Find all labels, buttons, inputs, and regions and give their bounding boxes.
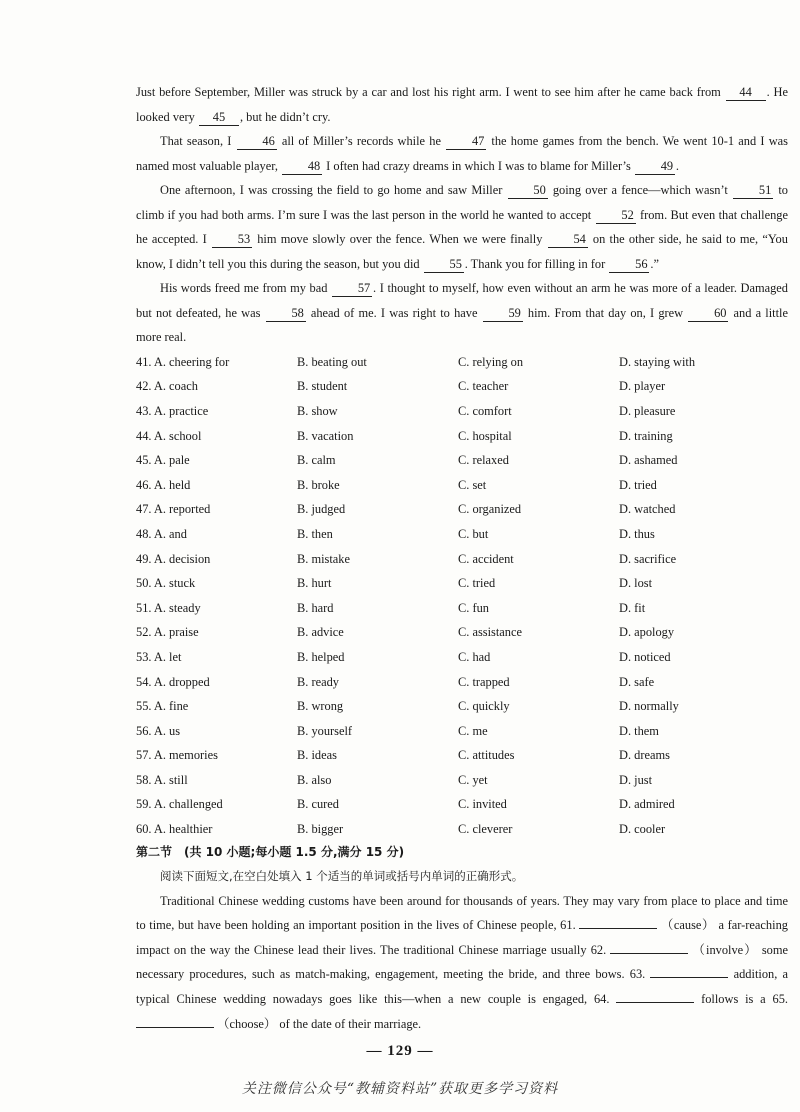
section-2-body	[136, 864, 788, 1036]
option-row	[136, 670, 796, 695]
option-b: B. mistake	[297, 551, 350, 566]
option-b: B. show	[297, 403, 338, 418]
option-a: 41. A. cheering for	[136, 354, 230, 369]
blank-55: 55	[424, 257, 464, 273]
paragraph-3: One afternoon, I was crossing the field to go home and saw Miller 50 going over a fence—which wasn’t 51 to climb if you had both arms. I’m sure I was the last person in the world he wanted to accept 52 from. But even that challenge he accepted. I 53 him move slowly over the fence. When we were finally 54 on the other side, he said to me, “You know, I didn’t tell you this during the season, but you did 55 . Thank you for filling in for 56 .”	[136, 183, 788, 271]
option-row	[136, 547, 796, 572]
blank-46: 46	[237, 134, 277, 150]
option-b: B. cured	[297, 797, 339, 812]
blank-54: 54	[548, 232, 588, 248]
option-a: 44. A. school	[136, 428, 202, 443]
option-d: D. training	[619, 428, 673, 443]
hint-61: （cause）	[660, 918, 715, 933]
option-c: C. quickly	[458, 699, 510, 714]
option-a: 55. A. fine	[136, 699, 189, 714]
blank-59: 59	[483, 306, 523, 322]
blank-52: 52	[596, 208, 636, 224]
footer-note: 关注微信公众号“教辅资料站”获取更多学习资料	[241, 1081, 559, 1097]
option-row	[136, 793, 796, 818]
option-c: C. me	[458, 723, 488, 738]
section-2-passage: Traditional Chinese wedding customs have been around for thousands of years. They may vary from place to place and time to time, but have been holding an important position in the lives of Chinese people, 61. （cause） a far-reaching impact on the way the Chinese lead their lives. The traditional Chinese marriage usually 62. （involve） some necessary procedures, such as match-making, engagement, meeting the bride, and three bows. 63. addition, a typical Chinese wedding nowadays goes like this—when a new couple is engaged, 64. follows is a 65. （choose） of the date of their marriage.	[136, 893, 789, 1031]
option-a: 56. A. us	[136, 723, 181, 738]
option-b: B. ready	[297, 674, 339, 689]
paragraph-2: That season, I 46 all of Miller’s records while he 47 the home games from the bench. We went 10-1 and I was named most valuable player, 48 I often had crazy dreams in which I was to blame for Miller’s 49 .	[136, 134, 788, 173]
blank-45: 45	[199, 110, 239, 126]
option-d: D. cooler	[619, 822, 666, 837]
option-d: D. apology	[619, 625, 675, 640]
option-a: 52. A. praise	[136, 625, 199, 640]
option-b: B. bigger	[297, 822, 344, 837]
option-a: 49. A. decision	[136, 551, 211, 566]
option-a: 42. A. coach	[136, 379, 198, 394]
blank-60: 60	[688, 306, 728, 322]
option-d: D. watched	[619, 502, 676, 517]
option-c: C. had	[458, 649, 491, 664]
blank-49: 49	[635, 159, 675, 175]
answer-options	[136, 350, 796, 842]
option-a: 45. A. pale	[136, 453, 190, 468]
option-row	[136, 621, 796, 646]
option-a: 43. A. practice	[136, 403, 209, 418]
option-row	[136, 768, 796, 793]
hint-62: （involve）	[692, 942, 758, 957]
option-c: C. organized	[458, 502, 522, 517]
option-a: 53. A. let	[136, 649, 182, 664]
option-row	[136, 744, 796, 769]
blank-61	[579, 916, 657, 929]
option-d: D. staying with	[619, 354, 696, 369]
option-c: C. cleverer	[458, 822, 513, 837]
option-c: C. relaxed	[458, 453, 509, 468]
hint-65: （choose）	[217, 1016, 277, 1031]
option-c: C. trapped	[458, 674, 510, 689]
option-c: C. comfort	[458, 403, 512, 418]
option-c: C. assistance	[458, 625, 523, 640]
option-row	[136, 596, 796, 621]
option-b: B. ideas	[297, 748, 337, 763]
option-row	[136, 399, 796, 424]
option-c: C. attitudes	[458, 748, 515, 763]
option-b: B. then	[297, 526, 333, 541]
option-d: D. normally	[619, 699, 679, 714]
option-a: 50. A. stuck	[136, 576, 196, 591]
option-b: B. also	[297, 772, 332, 787]
option-row	[136, 694, 796, 719]
option-c: C. relying on	[458, 354, 524, 369]
blank-47: 47	[446, 134, 486, 150]
option-row	[136, 448, 796, 473]
option-a: 59. A. challenged	[136, 797, 223, 812]
option-row	[136, 571, 796, 596]
option-b: B. calm	[297, 453, 336, 468]
option-c: C. accident	[458, 551, 514, 566]
option-b: B. broke	[297, 477, 340, 492]
paragraph-1: Just before September, Miller was struck by a car and lost his right arm. I went to see him after he came back from 44 . He looked very 45 , but he didn’t cry.	[136, 85, 788, 124]
option-d: D. pleasure	[619, 403, 676, 418]
option-c: C. invited	[458, 797, 507, 812]
option-b: B. vacation	[297, 428, 354, 443]
option-row	[136, 424, 796, 449]
option-d: D. sacrifice	[619, 551, 677, 566]
option-row	[136, 498, 796, 523]
cloze-passage	[136, 80, 788, 350]
option-d: D. admired	[619, 797, 675, 812]
option-row	[136, 719, 796, 744]
option-d: D. safe	[619, 674, 655, 689]
blank-51: 51	[733, 183, 773, 199]
option-row	[136, 350, 796, 375]
blank-58: 58	[266, 306, 306, 322]
blank-57: 57	[332, 281, 372, 297]
option-d: D. noticed	[619, 649, 671, 664]
option-row	[136, 522, 796, 547]
option-row	[136, 817, 796, 842]
option-c: C. set	[458, 477, 487, 492]
option-c: C. but	[458, 526, 489, 541]
blank-44: 44	[726, 85, 766, 101]
option-b: B. judged	[297, 502, 346, 517]
option-row	[136, 375, 796, 400]
option-row	[136, 473, 796, 498]
option-b: B. wrong	[297, 699, 344, 714]
blank-50: 50	[508, 183, 548, 199]
blank-62	[610, 941, 688, 954]
blank-53: 53	[212, 232, 252, 248]
option-b: B. advice	[297, 625, 344, 640]
option-d: D. dreams	[619, 748, 670, 763]
option-d: D. ashamed	[619, 453, 678, 468]
option-b: B. helped	[297, 649, 345, 664]
option-d: D. lost	[619, 576, 653, 591]
option-d: D. tried	[619, 477, 657, 492]
option-d: D. them	[619, 723, 659, 738]
blank-64	[616, 990, 694, 1003]
blank-63	[650, 965, 728, 978]
page-number: — 129 —	[366, 1043, 434, 1059]
blank-48: 48	[282, 159, 322, 175]
option-c: C. tried	[458, 576, 496, 591]
option-b: B. hard	[297, 600, 334, 615]
option-a: 54. A. dropped	[136, 674, 210, 689]
option-d: D. thus	[619, 526, 655, 541]
paragraph-4: His words freed me from my bad 57 . I thought to myself, how even without an arm he was more of a leader. Damaged but not defeated, he was 58 ahead of me. I was right to have 59 him. From that day on, I grew 60 and a little more real.	[136, 281, 788, 344]
option-a: 48. A. and	[136, 526, 187, 541]
option-b: B. hurt	[297, 576, 332, 591]
option-d: D. player	[619, 379, 666, 394]
option-a: 46. A. held	[136, 477, 191, 492]
option-c: C. yet	[458, 772, 488, 787]
option-b: B. yourself	[297, 723, 353, 738]
option-a: 57. A. memories	[136, 748, 218, 763]
option-c: C. fun	[458, 600, 489, 615]
option-b: B. student	[297, 379, 348, 394]
section-2-title: 第二节 (共 10 小题;每小题 1.5 分,满分 15 分)	[136, 845, 405, 859]
option-c: C. teacher	[458, 379, 509, 394]
section-2-instruction: 阅读下面短文,在空白处填入 1 个适当的单词或括号内单词的正确形式。	[160, 869, 524, 883]
option-a: 51. A. steady	[136, 600, 201, 615]
option-b: B. beating out	[297, 354, 367, 369]
option-a: 58. A. still	[136, 772, 188, 787]
blank-65	[136, 1015, 214, 1028]
option-d: D. fit	[619, 600, 646, 615]
option-a: 60. A. healthier	[136, 822, 213, 837]
option-c: C. hospital	[458, 428, 512, 443]
option-a: 47. A. reported	[136, 502, 211, 517]
option-row	[136, 645, 796, 670]
blank-56: 56	[609, 257, 649, 273]
option-d: D. just	[619, 772, 653, 787]
